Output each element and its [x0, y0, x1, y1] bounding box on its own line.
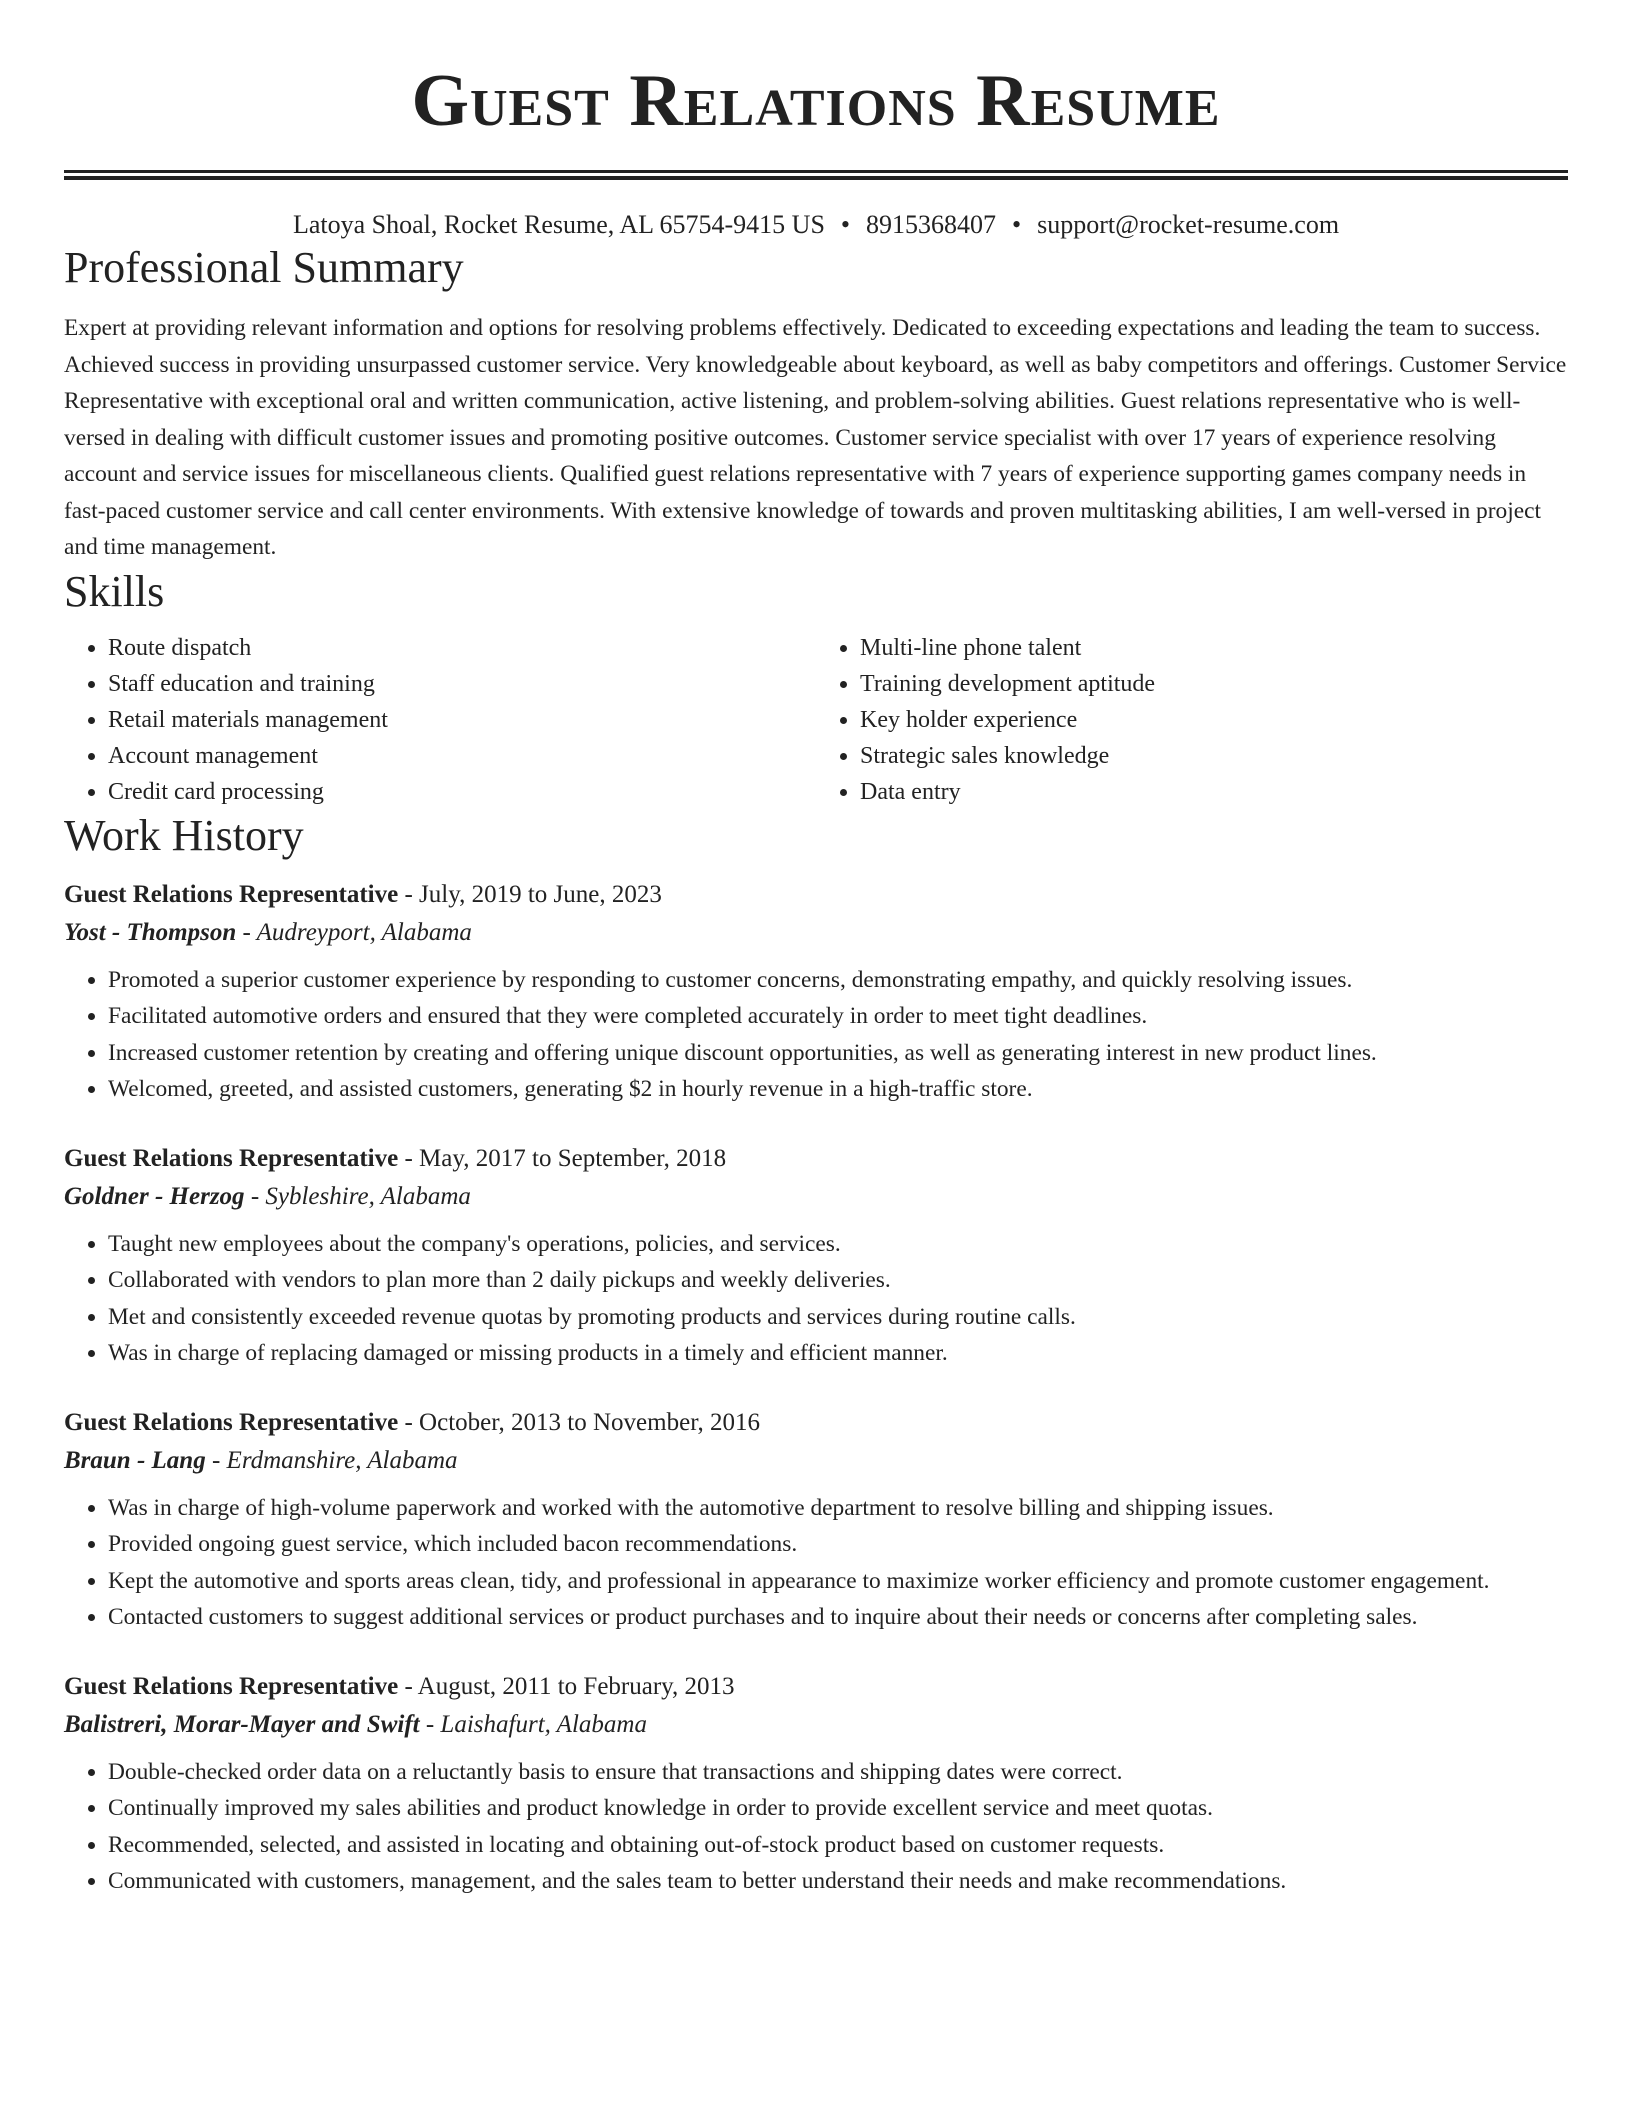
skills-list-left	[64, 630, 816, 810]
skill-item: • Credit card processing	[108, 774, 816, 810]
job-entry	[64, 1668, 1568, 1900]
summary-text: Expert at providing relevant information and options for resolving problems effectively. Dedicated to exceeding expectations and leading the team to success. Achieved success in providing unsurpassed customer service. Very knowledgeable about keyboard, as well as baby competitors and offerings. Customer Service Representative with exceptional oral and written communication, active listening, and problem-solving abilities. Guest relations representative who is well-versed in dealing with difficult customer issues and promoting positive outcomes. Customer service specialist with over 17 years of experience resolving account and service issues for miscellaneous clients. Qualified guest relations representative with 7 years of experience supporting games company needs in fast-paced customer service and call center environments. With extensive knowledge of towards and proven multitasking abilities, I am well-versed in project and time management.	[64, 315, 1567, 560]
work-history-heading: Work History	[64, 810, 304, 860]
job-location: - Laishafurt, Alabama	[419, 1710, 647, 1738]
job-entry	[64, 876, 1568, 1108]
skills-heading: Skills	[64, 566, 165, 616]
job-bullet: • Welcomed, greeted, and assisted customers, generating $2 in hourly revenue in a high-traffic store.	[108, 1071, 1568, 1108]
job-entry	[64, 1140, 1568, 1372]
job-bullet: • Collaborated with vendors to plan more than 2 daily pickups and weekly deliveries.	[108, 1262, 1568, 1299]
job-bullet: • Met and consistently exceeded revenue quotas by promoting products and services during routine calls.	[108, 1299, 1568, 1336]
job-company: Goldner - Herzog	[64, 1182, 245, 1210]
skill-item: • Staff education and training	[108, 666, 816, 702]
job-company: Braun - Lang	[64, 1446, 206, 1474]
skill-item: • Key holder experience	[860, 702, 1568, 738]
job-dates: - August, 2011 to February, 2013	[398, 1672, 735, 1700]
job-dates: - May, 2017 to September, 2018	[398, 1144, 727, 1172]
job-heading	[64, 876, 1568, 914]
skills-list-right	[816, 630, 1568, 810]
title-double-rule	[64, 170, 1568, 180]
resume-title: Guest Relations Resume	[411, 60, 1221, 142]
job-employer	[64, 1706, 1568, 1744]
job-employer	[64, 1178, 1568, 1216]
job-bullets	[64, 1226, 1568, 1372]
job-bullet: • Facilitated automotive orders and ensured that they were completed accurately in order to meet tight deadlines.	[108, 998, 1568, 1035]
job-bullets	[64, 1754, 1568, 1900]
job-bullets	[64, 1490, 1568, 1636]
job-heading	[64, 1668, 1568, 1706]
job-employer	[64, 1442, 1568, 1480]
job-bullet: • Taught new employees about the company's operations, policies, and services.	[108, 1226, 1568, 1263]
job-role: Guest Relations Representative	[64, 1408, 399, 1436]
job-location: - Sybleshire, Alabama	[244, 1182, 471, 1210]
contact-separator: •	[1012, 210, 1022, 239]
job-heading	[64, 1404, 1568, 1442]
summary-heading: Professional Summary	[64, 243, 464, 292]
contact-line	[64, 208, 1568, 242]
contact-separator: •	[840, 210, 851, 239]
job-bullet: • Promoted a superior customer experience by responding to customer concerns, demonstrating empathy, and quickly resolving issues.	[108, 962, 1568, 999]
job-bullet: • Double-checked order data on a reluctantly basis to ensure that transactions and shipping dates were correct.	[108, 1754, 1568, 1791]
skill-item: • Multi-line phone talent	[860, 630, 1568, 666]
skill-item: • Retail materials management	[108, 702, 816, 738]
job-role: Guest Relations Representative	[64, 1672, 399, 1700]
contact-email: support@rocket-resume.com	[1037, 210, 1340, 239]
job-bullet: • Provided ongoing guest service, which included bacon recommendations.	[108, 1526, 1568, 1563]
job-bullet: • Kept the automotive and sports areas clean, tidy, and professional in appearance to maximize worker efficiency and promote customer engagement.	[108, 1563, 1568, 1600]
contact-phone: 8915368407	[866, 210, 997, 239]
job-bullet: • Increased customer retention by creating and offering unique discount opportunities, as well as generating interest in new product lines.	[108, 1035, 1568, 1072]
job-location: - Audreyport, Alabama	[236, 918, 472, 946]
job-bullet: • Contacted customers to suggest additional services or product purchases and to inquire about their needs or concerns after completing sales.	[108, 1599, 1568, 1636]
job-company: Yost - Thompson	[64, 918, 237, 946]
skill-item: • Strategic sales knowledge	[860, 738, 1568, 774]
skills-columns	[64, 630, 1568, 810]
job-bullet: • Communicated with customers, management, and the sales team to better understand their needs and make recommendations.	[108, 1863, 1568, 1900]
job-company: Balistreri, Morar-Mayer and Swift	[64, 1710, 420, 1738]
skill-item: • Training development aptitude	[860, 666, 1568, 702]
job-dates: - October, 2013 to November, 2016	[398, 1408, 761, 1436]
skill-item: • Data entry	[860, 774, 1568, 810]
job-role: Guest Relations Representative	[64, 880, 399, 908]
job-bullet: • Continually improved my sales abilities and product knowledge in order to provide excellent service and meet quotas.	[108, 1790, 1568, 1827]
job-employer	[64, 914, 1568, 952]
job-bullet: • Was in charge of replacing damaged or missing products in a timely and efficient manner.	[108, 1335, 1568, 1372]
skill-item: • Route dispatch	[108, 630, 816, 666]
contact-address: Latoya Shoal, Rocket Resume, AL 65754-9415 US	[292, 210, 825, 239]
job-heading	[64, 1140, 1568, 1178]
job-bullets	[64, 962, 1568, 1108]
job-dates: - July, 2019 to June, 2023	[398, 880, 662, 908]
job-location: - Erdmanshire, Alabama	[205, 1446, 458, 1474]
job-bullet: • Recommended, selected, and assisted in locating and obtaining out-of-stock product based on customer requests.	[108, 1827, 1568, 1864]
skill-item: • Account management	[108, 738, 816, 774]
job-bullet: • Was in charge of high-volume paperwork and worked with the automotive department to resolve billing and shipping issues.	[108, 1490, 1568, 1527]
job-role: Guest Relations Representative	[64, 1144, 399, 1172]
job-entry	[64, 1404, 1568, 1636]
